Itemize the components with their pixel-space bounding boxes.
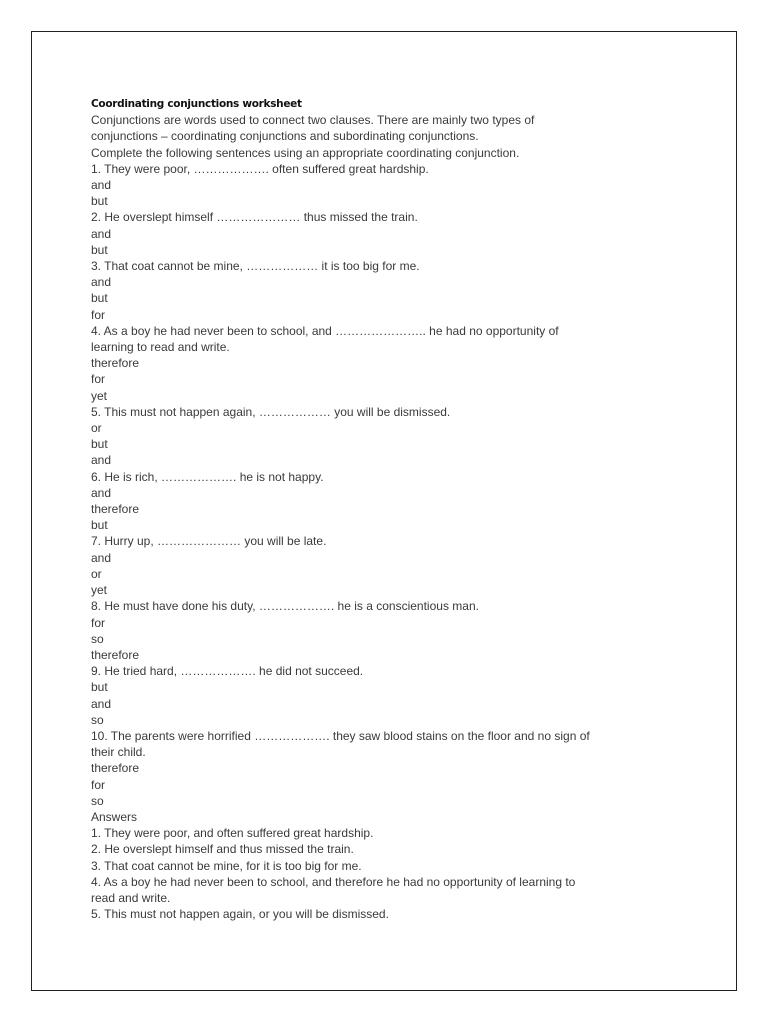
text-line: so [91,793,104,808]
text-line: 8. He must have done his duty, ………………. he is a conscientious man. [91,599,479,614]
text-line: so [91,712,104,727]
text-line: for [91,777,106,792]
text-line: read and write. [91,890,171,905]
text-line: 2. He overslept himself ………………… thus missed the train. [91,210,418,225]
text-line: 5. This must not happen again, or you will be dismissed. [91,907,389,922]
text-line: 5. This must not happen again, ……………… you will be dismissed. [91,404,451,419]
text-line: but [91,437,108,452]
text-line: and [91,226,112,241]
text-line: conjunctions – coordinating conjunctions and subordinating conjunctions. [91,129,479,144]
text-line: and [91,696,112,711]
text-line: for [91,307,106,322]
text-line: yet [91,583,108,598]
document-body [91,96,691,922]
text-line: for [91,615,106,630]
text-line: or [91,566,102,581]
text-line: for [91,372,106,387]
text-line: 3. That coat cannot be mine, ……………… it is too big for me. [91,259,420,274]
text-line: therefore [91,502,140,517]
text-line: 3. That coat cannot be mine, for it is too big for me. [91,858,362,873]
text-line: 7. Hurry up, ………………… you will be late. [91,534,327,549]
text-line: learning to read and write. [91,340,230,355]
text-line: 6. He is rich, ………………. he is not happy. [91,469,324,484]
text-line: but [91,518,108,533]
text-line: 10. The parents were horrified ………………. they saw blood stains on the floor and no sign of [91,728,590,743]
text-line: 9. He tried hard, ………………. he did not succeed. [91,664,364,679]
text-line: and [91,453,112,468]
document-page [31,31,737,991]
document-lines [91,112,691,922]
text-line: therefore [91,647,140,662]
text-line: their child. [91,745,146,760]
text-line: 1. They were poor, and often suffered great hardship. [91,826,374,841]
text-line: or [91,421,102,436]
text-line: 2. He overslept himself and thus missed the train. [91,842,354,857]
text-line: so [91,631,104,646]
text-line: Complete the following sentences using an appropriate coordinating conjunction. [91,145,520,160]
text-line: but [91,680,108,695]
text-line: therefore [91,356,140,371]
text-line: Conjunctions are words used to connect two clauses. There are mainly two types of [91,113,535,128]
text-line: 4. As a boy he had never been to school, and therefore he had no opportunity of learning to [91,874,576,889]
text-line: but [91,291,108,306]
text-line: but [91,194,108,209]
text-line: but [91,242,108,257]
text-line: and [91,275,112,290]
text-line: 1. They were poor, ………………. often suffered great hardship. [91,161,429,176]
text-line: and [91,485,112,500]
text-line: therefore [91,761,140,776]
text-line: yet [91,388,108,403]
text-line: and [91,550,112,565]
text-line: Answers [91,809,138,824]
text-line: 4. As a boy he had never been to school, and ………………….. he had no opportunity of [91,323,559,338]
text-line: and [91,178,112,193]
document-title: Coordinating conjunctions worksheet [91,98,302,110]
